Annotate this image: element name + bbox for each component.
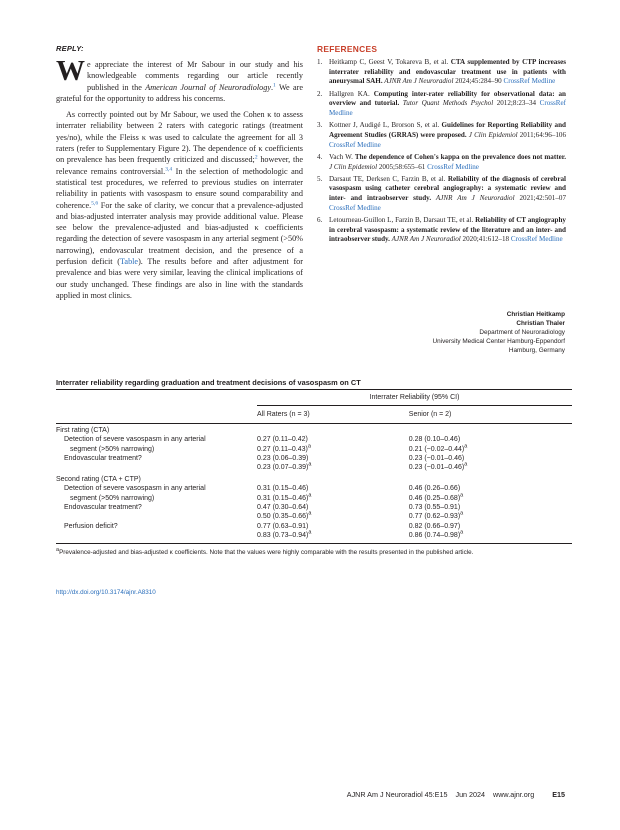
row-label: Perfusion deficit? — [64, 522, 118, 530]
reference-title: Reliability of CT angiography in cerebral vasospasm: a systematic review of the literature and an inter- and intraobserver study. — [329, 216, 566, 244]
reference-journal: Tutor Quant Methods Psychol — [399, 99, 494, 108]
reference-authors: Letourneau-Guillon L, Farzin B, Darsaut TE, et al. — [329, 216, 476, 225]
ref-citation[interactable]: 1 — [273, 81, 276, 88]
department: Department of Neuroradiology — [479, 329, 565, 336]
footnote-marker: a — [460, 529, 464, 536]
row-label: First rating (CTA) — [56, 426, 110, 434]
cell-all-raters: 0.27 (0.11–0.42) — [257, 436, 308, 444]
row-label — [56, 531, 257, 543]
table-row — [56, 494, 572, 503]
table-link[interactable]: Table — [120, 257, 139, 267]
column-header-all-raters: All Raters (n = 3) — [257, 406, 409, 423]
crossref-medline-link[interactable]: CrossRef Medline — [510, 235, 563, 244]
reference-title: Computing inter-rater reliability for observational data: an overview and tutorial. — [329, 89, 566, 108]
reference-journal: AJNR Am J Neuroradiol — [382, 77, 454, 86]
doi-link[interactable]: http://dx.doi.org/10.3174/ajnr.A8310 — [56, 589, 156, 596]
references-list — [317, 58, 566, 245]
cell-senior: 0.21 $(-0.02-0.44)^a$ — [408, 443, 468, 453]
reference-item — [317, 216, 566, 245]
cell-all-raters: 0.23 (0.06–0.39) — [257, 455, 309, 463]
cell-senior: 0.77 $(0.62-0.93)^a$ — [408, 511, 464, 521]
crossref-medline-link[interactable]: CrossRef Medline — [503, 77, 556, 86]
reference-number: 6. — [317, 216, 323, 225]
row-label: Detection of severe vasospasm in any arterial — [64, 485, 206, 493]
reference-item — [317, 90, 566, 119]
reference-number: 2. — [317, 89, 323, 98]
footnote-marker: a — [460, 511, 464, 518]
cell-senior: 0.86 $(0.74-0.98)^a$ — [409, 531, 572, 543]
table-span-header: Interrater Reliability (95% CI) — [257, 390, 572, 406]
reference-journal: AJNR Am J Neuroradiol — [431, 194, 515, 203]
cell-all-raters: 0.83 $(0.73-0.94)^a$ — [257, 531, 409, 543]
reference-number: 5. — [317, 174, 323, 183]
reference-journal: J Clin Epidemiol — [466, 130, 518, 139]
table-row — [56, 512, 572, 521]
reply-column — [56, 44, 303, 301]
reply-label: REPLY: — [56, 44, 84, 53]
footnote-marker: a — [308, 462, 312, 469]
author-name: Christian Thaler — [516, 320, 565, 327]
reply-paragraph-1: We appreciate the interest of Mr Sabour in our study and his knowledgeable comments regarding our article recently published in the American Journal of Neuroradiology.$^1$ We are grateful for the opportunity to address his concerns. — [56, 55, 303, 103]
cell-all-raters: 0.77 (0.63–0.91) — [257, 522, 309, 530]
footnote-marker: a — [307, 443, 311, 450]
reference-title: Reliability of the diagnosis of cerebral vasospasm using catheter cerebral angiography: a systematic review and inter- and intraobserver study. — [329, 174, 566, 203]
reference-number: 1. — [317, 58, 323, 66]
cell-senior: 0.23 (−0.01–0.46) — [408, 455, 465, 463]
reference-title: CTA supplemented by CTP increases interrater reliability and endovascular treatment use in patients with aneurysmal SAH. — [329, 58, 566, 86]
table-row — [56, 503, 572, 512]
signature-block — [433, 310, 565, 355]
reference-citation: 2020;41:612–18 — [460, 235, 511, 244]
reply-paragraph-2: As correctly pointed out by Mr Sabour, we used the Cohen κ to assess interrater reliability between 2 raters with categoric ratings (treatment yes/no), while the Fleiss κ was used to calculate the agreement for all 3 raters (refer to Supplementary Figure 2). The dependence of κ coefficients on prevalence has been frequently criticized and discussed;$^2$ however, the relevance remains controversial.$^{3,4}$ In the selection of methodologic and statistical test procedures, we referred to previous studies on interrater reliability in patients with vasospasm to ensure sound comparability and coherence.$^{5,6}$ For the sake of clarity, we concur that a prevalence-adjusted and bias-adjusted interrater analysis may provide additional value. Please see below the prevalence-adjusted and bias-adjusted κ coefficients regarding the detection of severe vasospasm in any arterial segment (>50% narrowing), endovascular treatment decision, and the presence of a perfusion deficit (Table). The results before and after adjustment for prevalence and bias were very similar, leaving the clinical implications of our study unchanged. These findings are also in line with the standards applied in most clinics. — [56, 110, 304, 300]
reference-authors: Vach W. — [329, 152, 355, 161]
reference-item — [317, 153, 566, 172]
page-number: E15 — [552, 790, 565, 799]
reference-citation: 2011;64:96–106 — [517, 130, 566, 139]
cell-all-raters — [257, 423, 409, 435]
reference-authors: Kottner J, Audigé L, Brorson S, et al. — [329, 121, 442, 130]
ref-citation[interactable]: 3,4 — [165, 165, 173, 172]
reference-authors: Hallgren KA. — [329, 89, 374, 98]
crossref-medline-link[interactable]: CrossRef Medline — [329, 140, 381, 149]
cell-senior: 0.23 $(-0.01-0.46)^a$ — [408, 462, 468, 472]
reference-title: The dependence of Cohen's kappa on the prevalence does not matter. — [354, 152, 566, 161]
cell-senior: 0.82 (0.66–0.97) — [408, 522, 461, 530]
footnote-marker: a — [464, 462, 468, 469]
cell-all-raters: 0.23 $(0.07-0.39)^a$ — [257, 462, 312, 472]
table-title: Interrater reliability regarding graduation and treatment decisions of vasospasm on CT — [56, 378, 572, 390]
ref-citation[interactable]: 5,6 — [91, 199, 99, 206]
crossref-medline-link[interactable]: CrossRef Medline — [427, 162, 479, 171]
reference-title: Guidelines for Reporting Reliability and Agreement Studies (GRRAS) were proposed. — [329, 121, 566, 139]
cell-senior — [409, 423, 572, 435]
table-row — [56, 435, 572, 444]
reference-journal: AJNR Am J Neuroradiol — [389, 235, 461, 244]
reference-journal: J Clin Epidemiol — [329, 162, 378, 171]
footnote-marker: a — [308, 511, 312, 518]
cell-senior: 0.46 $(0.25-0.68)^a$ — [408, 492, 464, 502]
row-label: Endovascular treatment? — [64, 455, 142, 463]
references-heading: REFERENCES — [317, 44, 378, 54]
row-label — [56, 512, 257, 521]
reliability-table — [56, 390, 572, 544]
table-row — [56, 454, 572, 463]
column-header-senior: Senior (n = 2) — [409, 406, 572, 423]
table-row — [56, 484, 572, 493]
reference-authors: Darsaut TE, Derksen C, Farzin B, et al. — [329, 174, 448, 183]
table-footnote: $^a$Prevalence-adjusted and bias-adjusted κ coefficients. Note that the values were highly comparable with the results presented in the published article. — [56, 546, 474, 556]
row-label: Endovascular treatment? — [64, 504, 142, 512]
reference-number: 3. — [317, 121, 323, 130]
row-label — [56, 463, 257, 472]
footnote-marker: a — [308, 529, 312, 536]
footer-date: Jun 2024 — [455, 790, 486, 799]
institution: University Medical Center Hamburg-Eppendorf — [432, 338, 565, 345]
table-row — [56, 445, 572, 454]
references-column — [317, 44, 566, 248]
footnote-marker: a — [464, 443, 468, 450]
row-label: Second rating (CTA + CTP) — [56, 475, 141, 483]
table-row — [56, 531, 572, 543]
cell-all-raters: 0.47 (0.30–0.64) — [257, 504, 309, 512]
crossref-medline-link[interactable]: CrossRef Medline — [329, 203, 381, 212]
footer-citation: AJNR Am J Neuroradiol 45:E15 — [346, 790, 448, 799]
table-body — [56, 423, 572, 543]
row-label: segment (>50% narrowing) — [70, 494, 155, 502]
row-label: segment (>50% narrowing) — [70, 445, 155, 453]
reliability-table-block — [56, 378, 572, 557]
table-row — [56, 463, 572, 472]
cell-all-raters: 0.31 (0.15–0.46) — [257, 485, 309, 493]
drop-cap: W — [56, 55, 85, 87]
cell-senior: 0.46 (0.26–0.66) — [408, 485, 461, 493]
table-row — [56, 522, 572, 531]
reference-citation: 2012;8:23–34 — [493, 99, 540, 108]
ref-citation[interactable]: 2 — [254, 154, 258, 161]
reference-citation: 2024;45:284–90 — [453, 77, 504, 86]
author-name: Christian Heitkamp — [506, 311, 565, 318]
cell-all-raters: 0.27 $(0.11-0.43)^a$ — [257, 443, 311, 453]
footnote-marker: a — [460, 492, 464, 499]
reference-authors: Heitkamp C, Geest V, Tokareva B, et al. — [329, 58, 451, 66]
reference-number: 4. — [317, 152, 323, 161]
page-footer — [347, 790, 565, 799]
cell-senior: 0.28 (0.10–0.46) — [408, 436, 461, 444]
reference-item — [317, 58, 566, 87]
city: Hamburg, Germany — [508, 347, 565, 354]
reference-item — [317, 121, 566, 150]
table-row — [56, 423, 572, 435]
reference-item — [317, 175, 566, 214]
crossref-medline-link[interactable]: CrossRef Medline — [329, 99, 567, 118]
reference-citation: 2021;42:501–07 — [514, 194, 566, 203]
cell-all-raters: 0.31 $(0.15-0.46)^a$ — [257, 492, 312, 502]
cell-senior — [409, 473, 572, 484]
reference-citation: 2005;58:655–61 — [377, 162, 428, 171]
footnote-marker: a — [308, 492, 312, 499]
footer-site[interactable]: www.ajnr.org — [493, 790, 535, 799]
cell-senior: 0.73 (0.55–0.91) — [408, 504, 461, 512]
cell-all-raters: 0.50 $(0.35-0.66)^a$ — [257, 511, 312, 521]
row-label: Detection of severe vasospasm in any arterial — [64, 436, 206, 444]
journal-name: American Journal of Neuroradiology — [145, 82, 271, 92]
table-row — [56, 473, 572, 484]
cell-all-raters — [257, 473, 409, 484]
